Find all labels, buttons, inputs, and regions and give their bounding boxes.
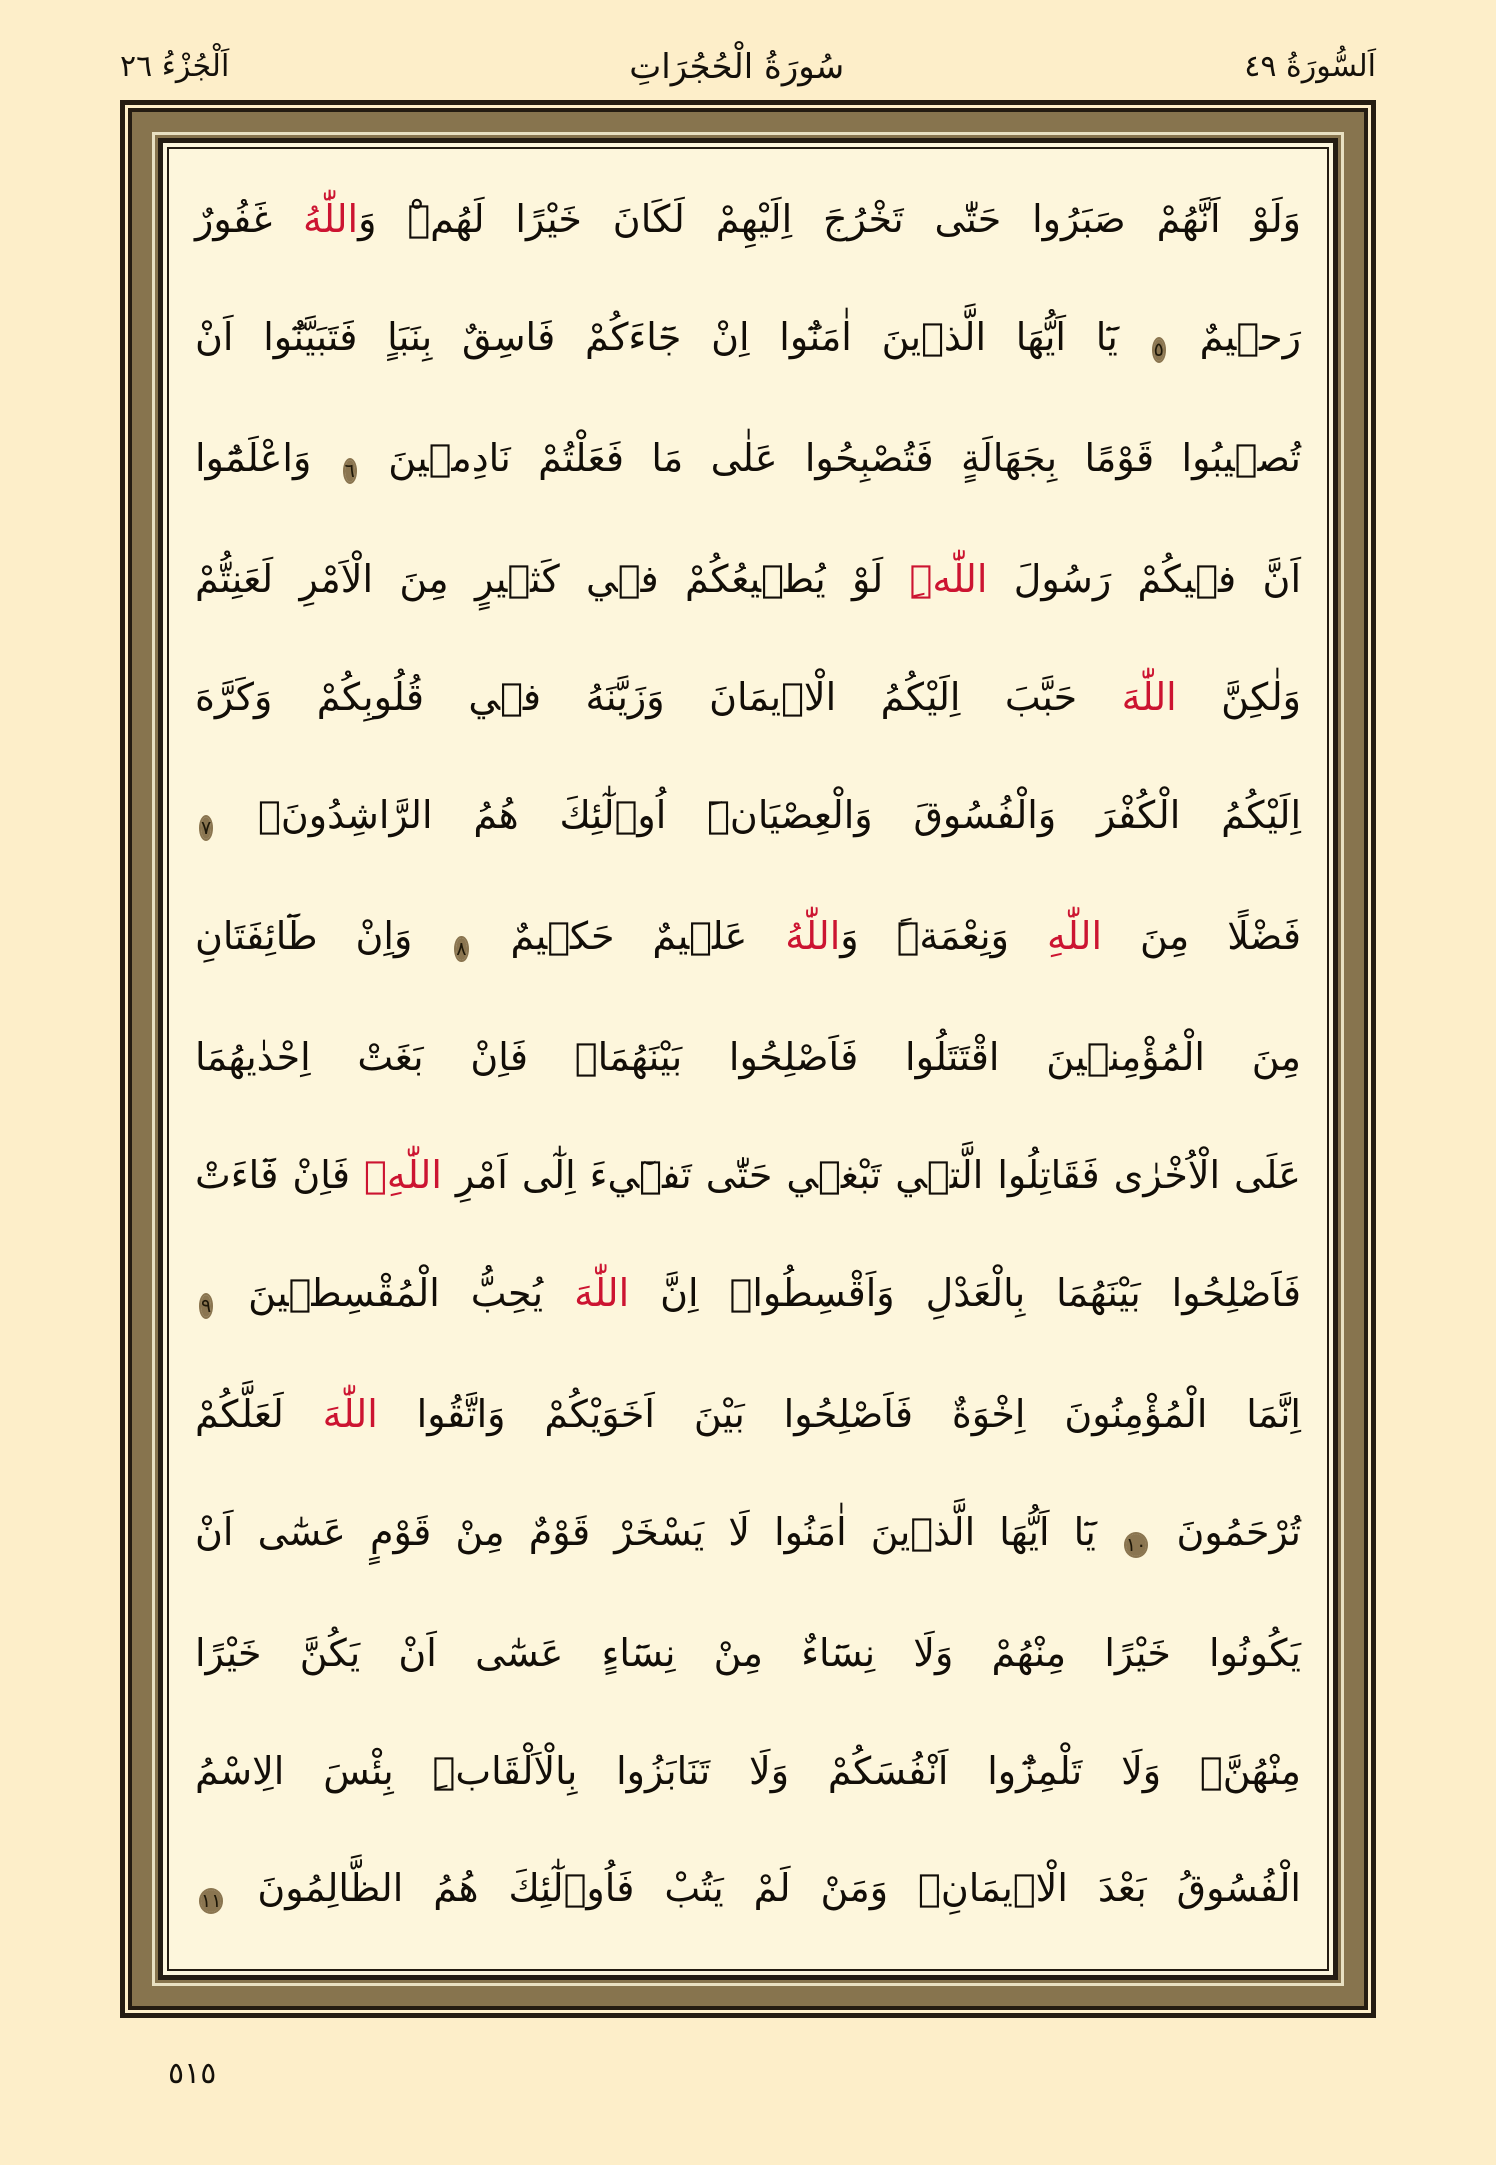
page-number: ٥١٥ <box>168 2055 217 2091</box>
page-header <box>120 38 1376 96</box>
ayah-number-marker: ٨ <box>456 938 467 961</box>
ayah-line <box>195 1859 1301 1921</box>
ayah-text: اِلَيْكُمُ الْكُفْرَ وَالْفُسُوقَ وَالْعِصْيَانَۜ اُو۬لٰٓئِكَ هُمُ الرَّاشِدُونَۙ <box>217 793 1301 838</box>
divine-name-text: اللّٰهَ <box>322 1391 378 1436</box>
ayah-line <box>195 429 1301 491</box>
ayah-line <box>195 1385 1301 1444</box>
decorative-frame-inner <box>158 138 1338 1980</box>
page-footer <box>120 2048 1376 2098</box>
surah-number-label: اَلسُّورَةُ ٤٩ <box>1244 49 1376 84</box>
ayah-line <box>195 550 1301 609</box>
ayah-text: عَلَى الْاُخْرٰى فَقَاتِلُوا الَّتٖي تَبْغٖي حَتّٰى تَفٖٓيءَ اِلٰٓى اَمْرِ <box>441 1152 1301 1197</box>
quran-text-area <box>167 147 1329 1971</box>
ayah-line <box>195 1503 1301 1565</box>
decorative-frame-hairline <box>152 132 1344 1986</box>
ayah-line <box>195 907 1301 969</box>
ayah-text: مِنْهُنَّۚ وَلَا تَلْمِزُٓوا اَنْفُسَكُمْ وَلَا تَنَابَزُوا بِالْاَلْقَابِۜ بِئْسَ الِاسْمُ <box>195 1748 1301 1793</box>
ayah-line <box>195 1742 1301 1801</box>
divine-name-text: اللّٰهِۚ <box>364 1152 442 1197</box>
ayah-line <box>195 1624 1301 1683</box>
ayah-text: وَاِنْ طَٓائِفَتَانِ <box>195 914 451 959</box>
decorative-frame-outer <box>120 100 1376 2018</box>
ayah-number-marker: ٦ <box>344 460 355 483</box>
ayah-number-marker: ٥ <box>1153 339 1164 362</box>
ayah-line <box>195 190 1301 249</box>
ayah-text: يَٓا اَيُّهَا الَّذٖينَ اٰمَنُوا لَا يَسْخَرْ قَوْمٌ مِنْ قَوْمٍ عَسٰٓى اَنْ <box>195 1509 1120 1554</box>
juz-label: اَلْجُزْءُ ٢٦ <box>120 49 230 84</box>
divine-name-text: اللّٰهَ <box>1121 675 1177 720</box>
ayah-line <box>195 308 1301 370</box>
ayah-number-marker: ٩ <box>201 1294 212 1317</box>
divine-name-text: اللّٰهَ <box>574 1270 630 1315</box>
ayah-text: وَلٰكِنَّ <box>1176 675 1302 720</box>
ayah-text: وَلَوْ اَنَّهُمْ صَبَرُوا حَتّٰى تَخْرُجَ اِلَيْهِمْ لَكَانَ خَيْرًا لَهُمْۜ وَ <box>358 197 1302 242</box>
ayah-number-marker: ١٠ <box>1125 1533 1147 1556</box>
divine-name-text: اللّٰهِۜ <box>909 557 988 602</box>
ayah-text: مِنَ الْمُؤْمِنٖينَ اقْتَتَلُوا فَاَصْلِحُوا بَيْنَهُمَاۚ فَاِنْ بَغَتْ اِحْدٰيهُمَا <box>195 1035 1301 1080</box>
ayah-text: رَحٖيمٌ <box>1169 315 1301 360</box>
ayah-text: يُحِبُّ الْمُقْسِطٖينَ <box>217 1270 575 1315</box>
ayah-text: اِنَّمَا الْمُؤْمِنُونَ اِخْوَةٌ فَاَصْلِحُوا بَيْنَ اَخَوَيْكُمْ وَاتَّقُوا <box>377 1391 1301 1436</box>
ayah-line <box>195 1146 1301 1205</box>
ayah-text: اَنَّ فٖيكُمْ رَسُولَ <box>987 557 1302 602</box>
ayah-text: عَلٖيمٌ حَكٖيمٌ <box>472 914 786 959</box>
divine-name-text: اللّٰهُ <box>785 914 841 959</box>
ayah-line <box>195 1264 1301 1326</box>
ayah-line <box>195 786 1301 848</box>
ayah-text: وَاعْلَمُٓوا <box>195 436 339 481</box>
ayah-text: يَٓا اَيُّهَا الَّذٖينَ اٰمَنُٓوا اِنْ جَٓاءَكُمْ فَاسِقٌ بِنَبَاٍ فَتَبَيَّنُٓوا اَنْ <box>195 315 1148 360</box>
decorative-frame-band <box>128 108 1368 2010</box>
ayah-text: فَاِنْ فَٓاءَتْ <box>195 1152 365 1197</box>
ayah-text: الْفُسُوقُ بَعْدَ الْاٖيمَانِۚ وَمَنْ لَمْ يَتُبْ فَاُو۬لٰٓئِكَ هُمُ الظَّالِمُونَ <box>227 1866 1301 1911</box>
ayah-text: فَضْلًا مِنَ <box>1102 914 1301 959</box>
ayah-text: فَاَصْلِحُوا بَيْنَهُمَا بِالْعَدْلِ وَاَقْسِطُواۜ اِنَّ <box>629 1270 1301 1315</box>
ayah-line <box>195 1028 1301 1087</box>
divine-name-text: اللّٰهِ <box>1046 914 1103 959</box>
divine-name-text: اللّٰهُ <box>302 197 359 242</box>
ayah-text: لَعَلَّكُمْ <box>195 1391 323 1436</box>
ayah-number-marker: ٧ <box>201 817 212 840</box>
ayah-number-marker: ١١ <box>201 1890 222 1913</box>
surah-title: سُورَةُ الْحُجُرَاتِ <box>629 47 845 87</box>
ayah-text: غَفُورٌ <box>195 197 303 242</box>
ayah-text: حَبَّبَ اِلَيْكُمُ الْاٖيمَانَ وَزَيَّنَهُ فٖي قُلُوبِكُمْ وَكَرَّهَ <box>195 675 1122 720</box>
ayah-text: لَوْ يُطٖيعُكُمْ فٖي كَثٖيرٍ مِنَ الْاَمْرِ لَعَنِتُّمْ <box>195 557 910 602</box>
ayah-text: وَنِعْمَةًۜ وَ <box>840 914 1047 959</box>
ayah-line <box>195 668 1301 727</box>
ayah-text: تُرْحَمُونَ <box>1152 1509 1301 1554</box>
ayah-text: تُصٖيبُوا قَوْمًا بِجَهَالَةٍ فَتُصْبِحُوا عَلٰى مَا فَعَلْتُمْ نَادِمٖينَ <box>360 436 1301 481</box>
ayah-text: يَكُونُوا خَيْرًا مِنْهُمْ وَلَا نِسَٓاءٌ مِنْ نِسَٓاءٍ عَسٰٓى اَنْ يَكُنَّ خَيْرًا <box>195 1630 1301 1675</box>
